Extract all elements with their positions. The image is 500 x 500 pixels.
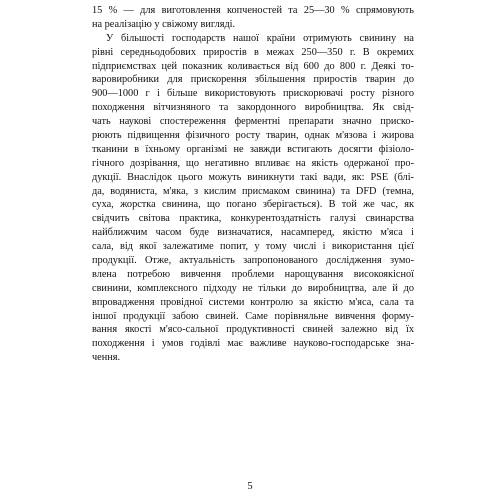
- text-line: на реалізацію у свіжому вигляді.: [92, 18, 236, 30]
- text-line: тканини в їхньому організмі не завжди встигають досягти фізіоло-: [92, 143, 414, 155]
- text-line: 900—1000 г і більше використовують прискорювачі росту різного: [92, 88, 414, 100]
- text-line: гічного дозрівання, що негативно впливає на якість одержаної про-: [92, 157, 414, 169]
- text-line: дукції. Внаслідок цього можуть виникнути такі вади, як: PSE (блі-: [92, 171, 414, 183]
- text-line: свідчить світова практика, конкурентоздатність галузі свинарства: [92, 213, 414, 225]
- text-line: вання якості м'ясо-сальної продуктивності свиней залежно від їх: [92, 324, 414, 336]
- text-line: суха, жорстка свинина, що погано зберігається). В той же час, як: [92, 199, 414, 211]
- text-line: рюють підвищення фізичного росту тварин, однак м'язова і жирова: [92, 130, 414, 142]
- text-line: сала, від якої залежатиме попит, у тому числі і використання цієї: [92, 241, 414, 253]
- text-line: чення.: [92, 352, 121, 364]
- text-line: чать наукові спостереження ферментні препарати значно приско-: [92, 116, 414, 128]
- text-line: найближчим часом буде визначатися, насамперед, якістю м'яса і: [92, 227, 414, 239]
- text-line: іншої продукції забою свиней. Саме порівняльне вивчення форму-: [92, 310, 414, 322]
- text-line: продукції. Отже, актуальність запропонованого дослідження зумо-: [92, 255, 414, 267]
- text-line: варовиробники для прискорення збільшення приростів тварин до: [92, 74, 414, 86]
- body-text: [92, 4, 414, 365]
- text-line: впровадження провідної системи контролю за якістю м'яса, сала та: [92, 296, 414, 308]
- text-line: рівні середньодобових приростів в межах 250—350 г. В окремих: [92, 46, 414, 58]
- page-number: 5: [247, 481, 253, 492]
- text-line: свинини, комплексного підходу не тільки до виробництва, але й до: [92, 282, 414, 294]
- text-line: влена потребою вивчення проблеми нарощування високоякісної: [92, 268, 414, 280]
- text-line: 15 % — для виготовлення копченостей та 25—30 % спрямовують: [92, 5, 414, 16]
- text-line: походження і умов годівлі має важливе науково-господарське зна-: [92, 338, 414, 350]
- text-line: підприємствах цей показник коливається від 600 до 800 г. Деякі то-: [92, 60, 414, 72]
- text-line: да, водяниста, м'яка, з кислим присмаком свинина) та DFD (темна,: [92, 185, 414, 197]
- text-line: У більшості господарств нашої країни отримують свинину на: [106, 32, 414, 44]
- text-line: походження вітчизняного та закордонного виробництва. Як свід-: [92, 102, 414, 114]
